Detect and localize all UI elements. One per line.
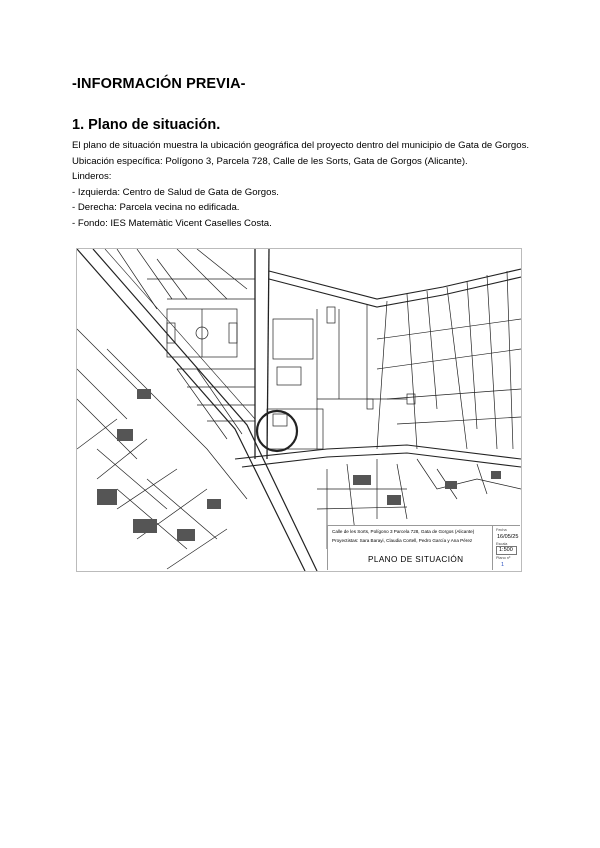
date-label: Fecha xyxy=(496,528,507,532)
lindero-back: - Fondo: IES Matemàtic Vicent Caselles Costa. xyxy=(72,217,272,229)
intro-paragraph: El plano de situación muestra la ubicación geográfica del proyecto dentro del municipio de Gata de Gorgos. xyxy=(72,140,530,151)
title-block xyxy=(327,525,520,570)
map-scale: 1:500 xyxy=(499,547,513,553)
map-address: Calle de les Sorts, Polígono 3 Parcela 728, Gata de Gorgos (Alicante) xyxy=(332,529,475,534)
section-title: 1. Plano de situación. xyxy=(72,117,221,133)
scale-label: Escala xyxy=(496,542,508,546)
page-heading: -INFORMACIÓN PREVIA- xyxy=(72,76,246,92)
lindero-left: - Izquierda: Centro de Salud de Gata de Gorgos. xyxy=(72,186,279,198)
map-drawing xyxy=(77,249,521,571)
sheet-number: 1 xyxy=(501,562,505,568)
sheet-label: Plano nº xyxy=(496,556,511,560)
linderos-title: Linderos: xyxy=(72,171,112,183)
map-owners: Proyectistas: Sara Barayi, Claudia Cortell, Pedro García y Ana Pérez xyxy=(332,538,473,543)
location-paragraph: Ubicación específica: Polígono 3, Parcela 728, Calle de les Sorts, Gata de Gorgos (Alicante). xyxy=(72,155,468,167)
lindero-right: - Derecha: Parcela vecina no edificada. xyxy=(72,202,240,214)
title-block-side xyxy=(492,526,521,570)
map-title: PLANO DE SITUACIÓN xyxy=(368,555,464,564)
map-date: 16/05/25 xyxy=(497,534,519,540)
situation-map xyxy=(76,248,522,572)
section-body xyxy=(72,138,532,232)
